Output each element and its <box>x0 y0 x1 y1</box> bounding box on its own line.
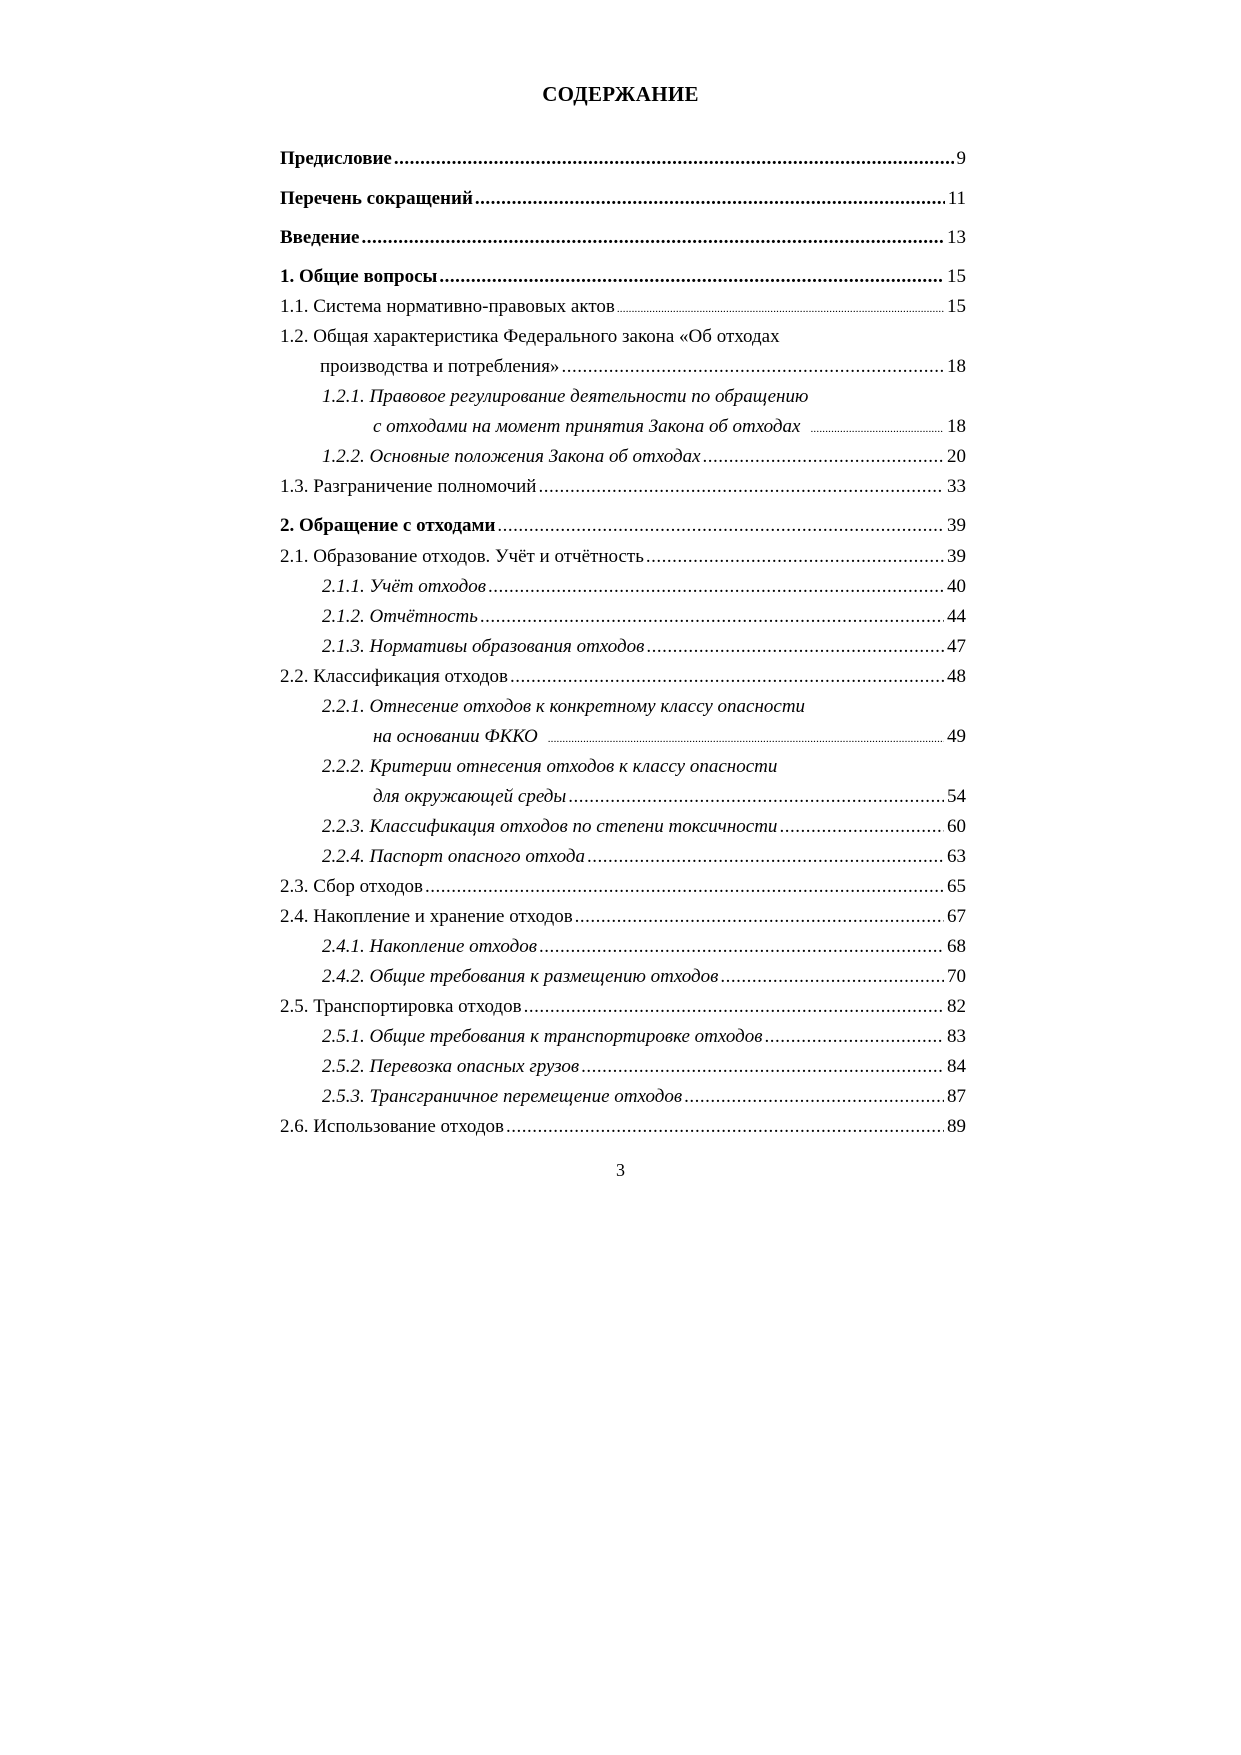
toc-entry-1-2-1-cont[interactable] <box>373 416 966 438</box>
dot-leader <box>362 227 945 249</box>
dot-leader <box>497 515 944 537</box>
toc-entry-title-line1: 1.2. Общая характеристика Федерального закона «Об отходах <box>280 326 780 347</box>
toc-entry-page: 15 <box>947 266 966 287</box>
toc-entry-title: 2.2.4. Паспорт опасного отхода <box>322 846 585 867</box>
toc-entry-title-line2: для окружающей среды <box>373 786 567 807</box>
toc-entry-title: 2.5.3. Трансграничное перемещение отходов <box>322 1086 683 1107</box>
dot-leader <box>538 476 944 498</box>
toc-entry-preface[interactable] <box>280 148 966 170</box>
toc-entry-2-1-2[interactable] <box>322 606 966 628</box>
toc-entry-page: 39 <box>947 546 966 567</box>
toc-entry-page: 67 <box>947 906 966 927</box>
toc-entry-2-2-2[interactable] <box>322 756 966 778</box>
toc-entry-page: 54 <box>947 786 966 807</box>
toc-entry-page: 63 <box>947 846 966 867</box>
toc-entry-2-2-2-cont[interactable] <box>373 786 966 808</box>
toc-entry-2-4-1[interactable] <box>322 936 966 958</box>
toc-entry-page: 82 <box>947 996 966 1017</box>
toc-entry-page: 40 <box>947 576 966 597</box>
toc-entry-2-1[interactable] <box>280 546 966 568</box>
toc-entry-title: 2.1.3. Нормативы образования отходов <box>322 636 645 657</box>
toc-entry-title: Перечень сокращений <box>280 188 473 209</box>
toc-entry-2-2-3[interactable] <box>322 816 966 838</box>
toc-entry-2-4[interactable] <box>280 906 966 928</box>
toc-entry-title: 2.3. Сбор отходов <box>280 876 423 897</box>
dot-leader <box>394 148 954 170</box>
dot-leader <box>425 876 944 898</box>
toc-entry-2-5-3[interactable] <box>322 1086 966 1108</box>
toc-entry-page: 44 <box>947 606 966 627</box>
toc-entry-introduction[interactable] <box>280 227 966 249</box>
dot-leader <box>439 266 944 288</box>
dot-leader <box>587 846 944 868</box>
toc-entry-title: Введение <box>280 227 360 248</box>
toc-entry-title: 2.6. Использование отходов <box>280 1116 504 1137</box>
toc-entry-page: 89 <box>947 1116 966 1137</box>
toc-entry-title-line2: на основании ФККО <box>373 726 538 747</box>
toc-entry-title: 1.2.2. Основные положения Закона об отходах <box>322 446 701 467</box>
toc-entry-title-line2: с отходами на момент принятия Закона об отходах <box>373 416 801 437</box>
toc-entry-2-4-2[interactable] <box>322 966 966 988</box>
toc-entry-2-6[interactable] <box>280 1116 966 1138</box>
toc-entry-page: 9 <box>956 148 966 169</box>
toc-entry-2-1-3[interactable] <box>322 636 966 658</box>
toc-entry-2-5[interactable] <box>280 996 966 1018</box>
table-of-contents <box>280 0 966 1755</box>
dot-leader <box>646 546 944 568</box>
toc-entry-abbreviations[interactable] <box>280 188 966 210</box>
toc-entry-1-2[interactable] <box>280 326 966 348</box>
toc-entry-title-line1: 2.2.1. Отнесение отходов к конкретному классу опасности <box>322 696 806 717</box>
toc-entry-1-1[interactable] <box>280 296 966 318</box>
dot-leader <box>764 1026 944 1048</box>
dot-leader <box>510 666 944 688</box>
toc-entry-title: 2.5.1. Общие требования к транспортировке отходов <box>322 1026 763 1047</box>
dot-leader <box>488 576 944 598</box>
dot-leader <box>568 786 944 808</box>
toc-entry-page: 18 <box>947 356 966 377</box>
toc-entry-title: 2. Обращение с отходами <box>280 515 496 536</box>
toc-entry-title-line1: 2.2.2. Критерии отнесения отходов к классу опасности <box>322 756 778 777</box>
toc-entry-2-2-1[interactable] <box>322 696 966 718</box>
toc-entry-page: 18 <box>947 416 966 437</box>
toc-entry-2-5-1[interactable] <box>322 1026 966 1048</box>
toc-entry-title: 2.1.1. Учёт отходов <box>322 576 487 597</box>
dot-leader <box>575 906 944 928</box>
toc-entry-page: 48 <box>947 666 966 687</box>
toc-entry-title: 2.1. Образование отходов. Учёт и отчётность <box>280 546 644 567</box>
toc-entry-title: 2.4.1. Накопление отходов <box>322 936 537 957</box>
dot-leader <box>475 188 945 210</box>
toc-entry-title: 2.2.3. Классификация отходов по степени токсичности <box>322 816 778 837</box>
toc-entry-1-3[interactable] <box>280 476 966 498</box>
toc-entry-title: 2.5. Транспортировка отходов <box>280 996 522 1017</box>
dot-leader <box>810 416 944 440</box>
toc-entry-page: 47 <box>947 636 966 657</box>
dot-leader <box>703 446 944 468</box>
toc-entry-page: 20 <box>947 446 966 467</box>
toc-entry-page: 39 <box>947 515 966 536</box>
toc-entry-title: 2.5.2. Перевозка опасных грузов <box>322 1056 580 1077</box>
page-number: 3 <box>616 1160 625 1180</box>
toc-entry-title: 1.1. Система нормативно-правовых актов <box>280 296 615 317</box>
toc-entry-page: 68 <box>947 936 966 957</box>
toc-entry-title: 2.4.2. Общие требования к размещению отходов <box>322 966 719 987</box>
toc-entry-2-2-1-cont[interactable] <box>373 726 966 748</box>
toc-entry-title: Предисловие <box>280 148 392 169</box>
toc-entry-page: 11 <box>947 188 966 209</box>
toc-entry-2-2[interactable] <box>280 666 966 688</box>
toc-entry-title: 2.1.2. Отчётность <box>322 606 478 627</box>
toc-entry-title-line1: 1.2.1. Правовое регулирование деятельности по обращению <box>322 386 809 407</box>
toc-entry-page: 60 <box>947 816 966 837</box>
toc-entry-page: 87 <box>947 1086 966 1107</box>
toc-entry-chapter-1[interactable] <box>280 266 966 288</box>
dot-leader <box>684 1086 944 1108</box>
toc-entry-2-5-2[interactable] <box>322 1056 966 1078</box>
dot-leader <box>539 936 944 958</box>
dot-leader <box>524 996 944 1018</box>
toc-entry-title: 2.2. Классификация отходов <box>280 666 508 687</box>
toc-entry-page: 83 <box>947 1026 966 1047</box>
toc-entry-1-2-cont[interactable] <box>320 356 966 378</box>
toc-entry-chapter-2[interactable] <box>280 515 966 537</box>
dot-leader <box>617 296 944 320</box>
toc-entry-page: 15 <box>947 296 966 317</box>
toc-entry-title: 1.3. Разграничение полномочий <box>280 476 537 497</box>
dot-leader <box>506 1116 944 1138</box>
dot-leader <box>720 966 944 988</box>
dot-leader <box>480 606 944 628</box>
toc-entry-page: 49 <box>947 726 966 747</box>
dot-leader <box>561 356 944 378</box>
toc-entry-title-line2: производства и потребления» <box>320 356 560 377</box>
dot-leader <box>779 816 944 838</box>
toc-entry-1-2-1[interactable] <box>322 386 966 408</box>
toc-entry-title: 2.4. Накопление и хранение отходов <box>280 906 573 927</box>
toc-entry-2-3[interactable] <box>280 876 966 898</box>
toc-entry-page: 33 <box>947 476 966 497</box>
toc-entry-2-2-4[interactable] <box>322 846 966 868</box>
toc-entry-page: 13 <box>947 227 966 248</box>
toc-entry-title: 1. Общие вопросы <box>280 266 438 287</box>
dot-leader <box>548 726 944 750</box>
toc-entry-2-1-1[interactable] <box>322 576 966 598</box>
page-title: СОДЕРЖАНИЕ <box>542 82 699 106</box>
toc-entry-1-2-2[interactable] <box>322 446 966 468</box>
toc-entry-page: 65 <box>947 876 966 897</box>
dot-leader <box>581 1056 944 1078</box>
toc-entry-page: 70 <box>947 966 966 987</box>
toc-entry-page: 84 <box>947 1056 966 1077</box>
dot-leader <box>646 636 944 658</box>
